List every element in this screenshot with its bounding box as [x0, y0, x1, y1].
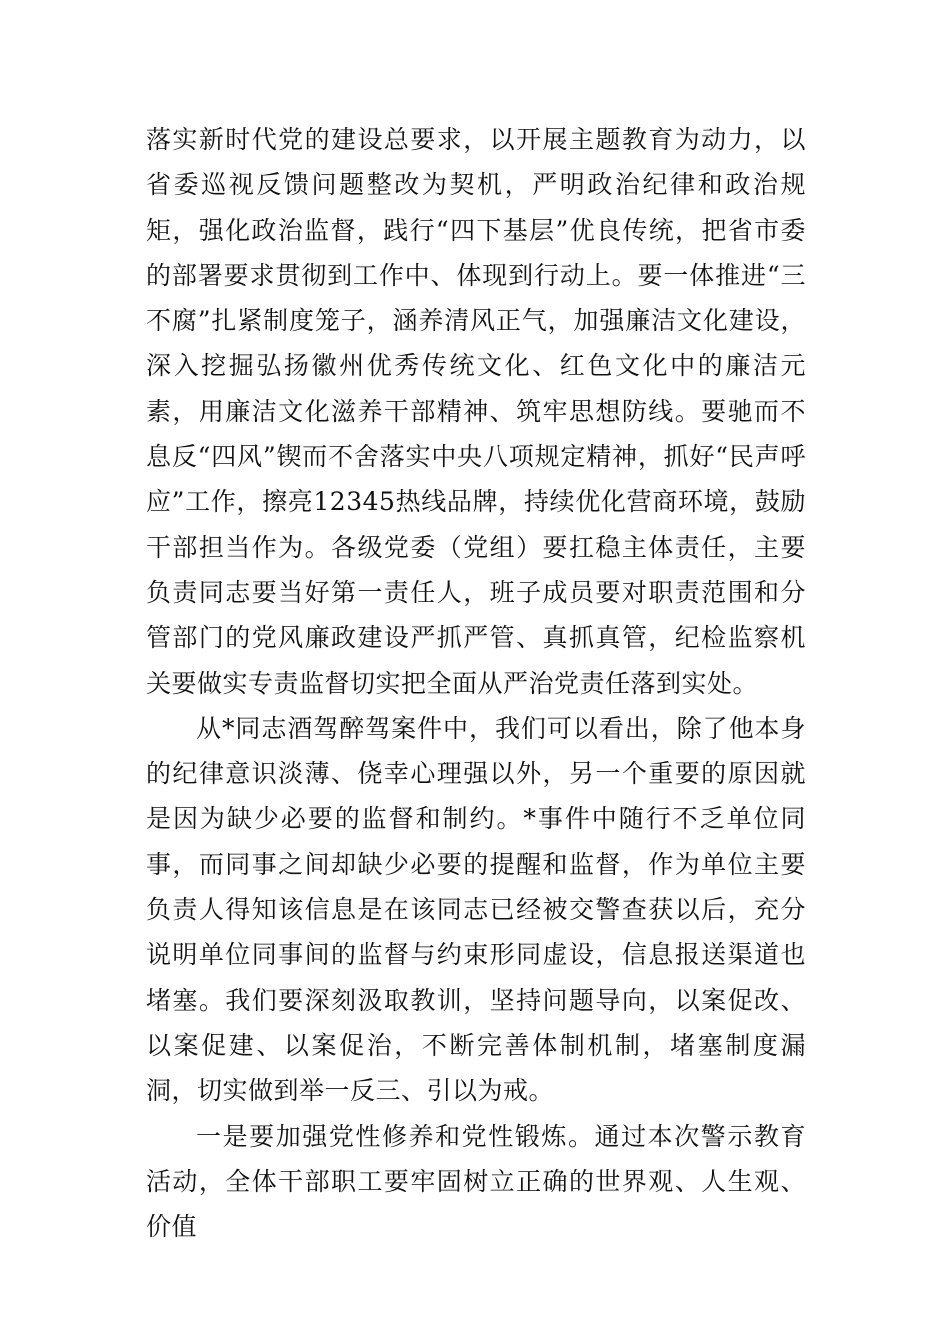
body-text [146, 117, 806, 1249]
paragraph-point-one: 一是要加强党性修养和党性锻炼。通过本次警示教育活动，全体干部职工要牢固树立正确的世界观、人生观、价值 [146, 1121, 806, 1242]
paragraph-continuation: 落实新时代党的建设总要求，以开展主题教育为动力，以省委巡视反馈问题整改为契机，严明政治纪律和政治规矩，强化政治监督，践行“四下基层”优良传统，把省市委的部署要求贯彻到工作中、体现到行动上。要一体推进“三不腐”扎紧制度笼子，涵养清风正气，加强廉洁文化建设，深入挖掘弘扬徽州优秀传统文化、红色文化中的廉洁元素，用廉洁文化滋养干部精神、筑牢思想防线。要驰而不息反“四风”锲而不舍落实中央八项规定精神，抓好“民声呼应”工作，擦亮12345热线品牌，持续优化营商环境，鼓励干部担当作为。各级党委（党组）要扛稳主体责任，主要负责同志要当好第一责任人，班子成员要对职责范围和分管部门的党风廉政建设严抓严管、真抓真管，纪检监察机关要做实专责监督切实把全面从严治党责任落到实处。 [146, 125, 806, 698]
paragraph-case-analysis: 从*同志酒驾醉驾案件中，我们可以看出，除了他本身的纪律意识淡薄、侥幸心理强以外，另一个重要的原因就是因为缺少必要的监督和制约。*事件中随行不乏单位同事，而同事之间却缺少必要的提醒和监督，作为单位主要负责人得知该信息是在该同志已经被交警查获以后，充分说明单位同事间的监督与约束形同虚设，信息报送渠道也堵塞。我们要深刻汲取教训，坚持问题导向，以案促改、以案促建、以案促治，不断完善体制机制，堵塞制度漏洞，切实做到举一反三、引以为戒。 [146, 713, 806, 1106]
